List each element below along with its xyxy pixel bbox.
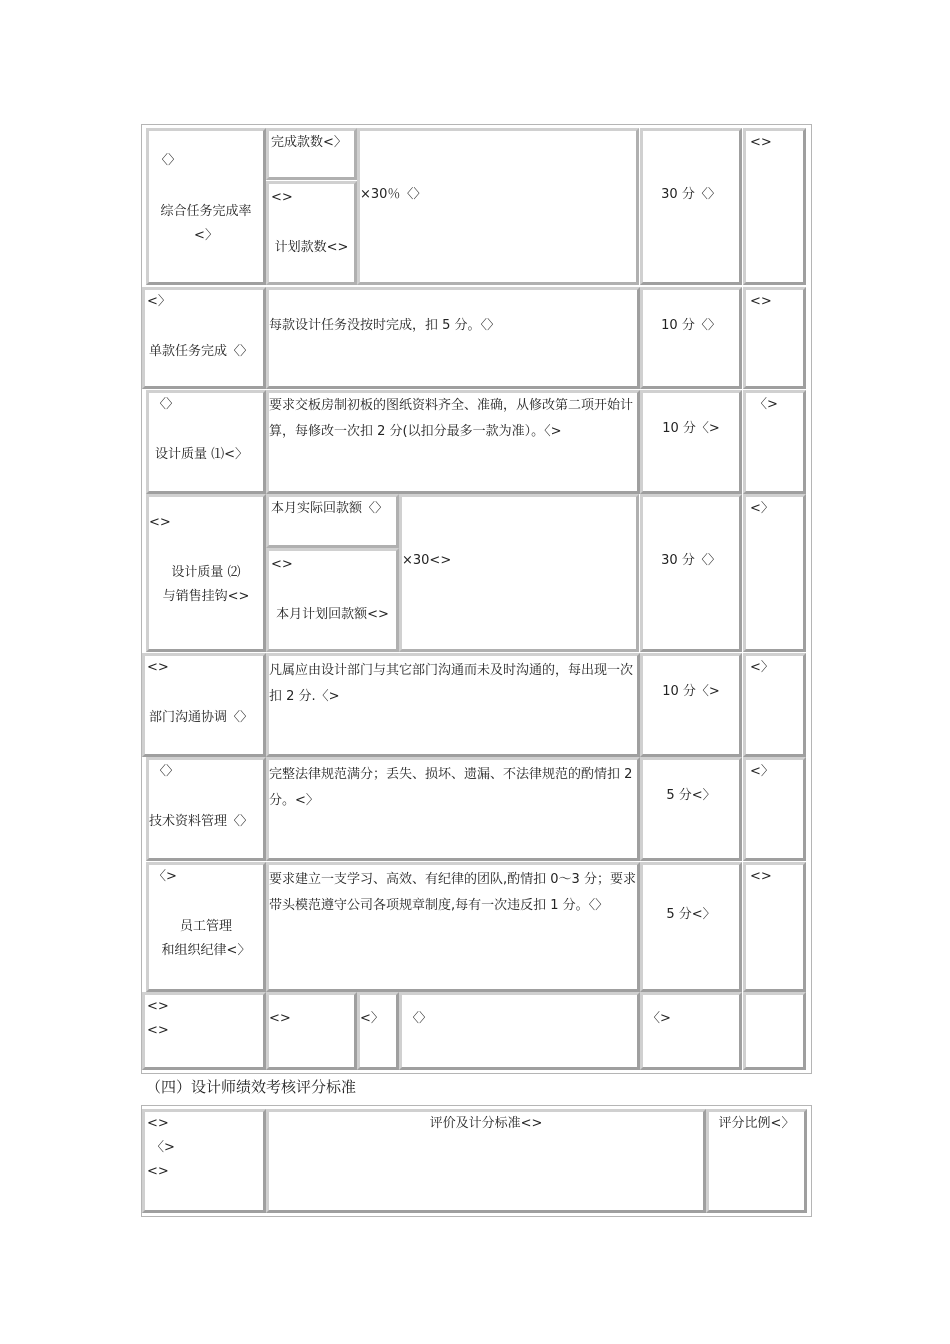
item-line: 〈>	[153, 869, 177, 884]
ratio-header: 评分比例<〉	[718, 1116, 795, 1131]
standard-cell	[266, 862, 640, 992]
remark-value: <〉	[750, 501, 774, 516]
standard-cell	[266, 287, 640, 389]
remark-cell	[743, 494, 806, 652]
item-cell	[146, 494, 266, 652]
remark-cell	[743, 653, 806, 757]
standard-text: 完整法律规范满分；丢失、损坏、遗漏、不法律规范的酌情扣 2 分。<〉	[269, 767, 633, 808]
blank-cell	[357, 992, 399, 1070]
item-line: 〈〉	[153, 764, 180, 779]
standard-header-cell	[266, 1109, 706, 1213]
remark-cell	[743, 992, 806, 1070]
item-line: 综合任务完成率	[160, 204, 252, 219]
score-cell	[640, 862, 742, 992]
remark-cell	[743, 862, 806, 992]
item-line: 〈〉	[155, 153, 182, 168]
standard-cell	[266, 653, 640, 757]
item-line: 设计质量 ⑵	[171, 565, 241, 580]
remark-cell	[743, 757, 806, 861]
standard-text: 要求建立一支学习、高效、有纪律的团队,酌情扣 0～3 分；要求带头模范遵守公司各项规章制度,每有一次违反扣 1 分。〈〉	[269, 872, 636, 913]
item-cell	[146, 390, 266, 494]
ratio-header-cell	[706, 1109, 807, 1213]
score-cell	[640, 653, 742, 757]
score-cell	[640, 128, 742, 285]
standard-header: 评价及计分标准<>	[429, 1116, 543, 1131]
item-line: 和组织纪律<〉	[161, 943, 251, 958]
item-line: 与销售挂钩<>	[162, 589, 250, 604]
score-value: 5 分<〉	[666, 907, 716, 922]
formula-numerator-cell	[266, 128, 357, 180]
item-line: 部门沟通协调〈〉	[149, 710, 254, 725]
formula-multiplier-cell	[399, 494, 639, 652]
remark-value: <〉	[750, 660, 774, 675]
item-line: 技术资料管理〈〉	[149, 814, 254, 829]
formula-denominator-cell	[266, 181, 357, 285]
score-value: 10 分〈〉	[661, 318, 721, 333]
formula-denominator: 本月计划回款额<>	[276, 607, 389, 622]
item-cell	[146, 128, 266, 285]
assessment-table	[141, 124, 812, 1074]
score-value: 30 分〈〉	[661, 187, 721, 202]
formula-numerator: 本月实际回款额〈〉	[271, 501, 389, 516]
standard-text: 凡属应由设计部门与其它部门沟通而未及时沟通的，每出现一次扣 2 分.〈>	[269, 663, 634, 704]
item-cell	[142, 1109, 266, 1213]
remark-cell	[743, 128, 806, 285]
remark-value: <>	[750, 135, 772, 150]
formula-numerator: 完成款数<〉	[271, 135, 347, 150]
item-line: 员工管理	[179, 919, 232, 934]
item-line: <>	[147, 660, 169, 675]
formula-denominator: 计划款数<>	[274, 240, 349, 255]
item-line: <>	[147, 1164, 169, 1179]
standard-text: 要求交板房制初板的图纸资料齐全、准确，从修改第二项开始计算，每修改一次扣 2 分(以扣分最多一款为准）。〈>	[269, 398, 634, 439]
formula-multiplier: ×30<>	[402, 553, 452, 568]
item-line: <〉	[147, 294, 171, 309]
item-cell	[142, 653, 266, 757]
remark-value: <>	[750, 869, 772, 884]
cell-value: 〈〉	[406, 1011, 433, 1026]
score-cell	[640, 390, 742, 494]
item-cell	[142, 287, 266, 389]
standard-cell	[266, 757, 640, 861]
standard-text: 每款设计任务没按时完成，扣 5 分。〈〉	[269, 318, 501, 333]
score-cell	[640, 757, 742, 861]
remark-value: <>	[750, 294, 772, 309]
cell-value: <>	[269, 1011, 291, 1026]
formula-multiplier: ×30％〈〉	[360, 187, 427, 202]
formula-denominator-line: <>	[271, 190, 293, 205]
item-line: <>	[147, 1023, 169, 1038]
item-line: 单款任务完成〈〉	[149, 344, 254, 359]
score-value: 10 分〈>	[662, 421, 720, 436]
item-line: <>	[149, 515, 171, 530]
section-heading: （四）设计师绩效考核评分标准	[146, 1078, 357, 1096]
item-line: <>	[147, 999, 169, 1014]
score-value: 5 分<〉	[666, 788, 716, 803]
score-value: 〈>	[647, 1011, 671, 1026]
blank-cell	[266, 992, 357, 1070]
score-value: 30 分〈〉	[661, 553, 721, 568]
formula-multiplier-cell	[357, 128, 639, 285]
item-line: <〉	[194, 228, 218, 243]
remark-cell	[743, 287, 806, 389]
item-cell	[142, 992, 266, 1070]
remark-value: 〈>	[754, 397, 778, 412]
designer-scoring-table	[141, 1105, 812, 1217]
remark-value: <〉	[750, 764, 774, 779]
score-cell	[640, 494, 742, 652]
item-line: 〈〉	[153, 397, 180, 412]
formula-denominator-line: <>	[271, 557, 293, 572]
score-value: 10 分〈>	[662, 684, 720, 699]
blank-cell	[399, 992, 640, 1070]
standard-cell	[266, 390, 640, 494]
score-cell	[640, 287, 742, 389]
item-line: 设计质量 ⑴<〉	[155, 447, 249, 462]
item-cell	[146, 862, 266, 992]
remark-cell	[743, 390, 806, 494]
item-cell	[146, 757, 266, 861]
item-line: 〈>	[151, 1140, 175, 1155]
formula-denominator-cell	[266, 548, 399, 652]
formula-numerator-cell	[266, 494, 399, 548]
cell-value: <〉	[360, 1011, 384, 1026]
item-line: <>	[147, 1116, 169, 1131]
score-cell	[640, 992, 742, 1070]
